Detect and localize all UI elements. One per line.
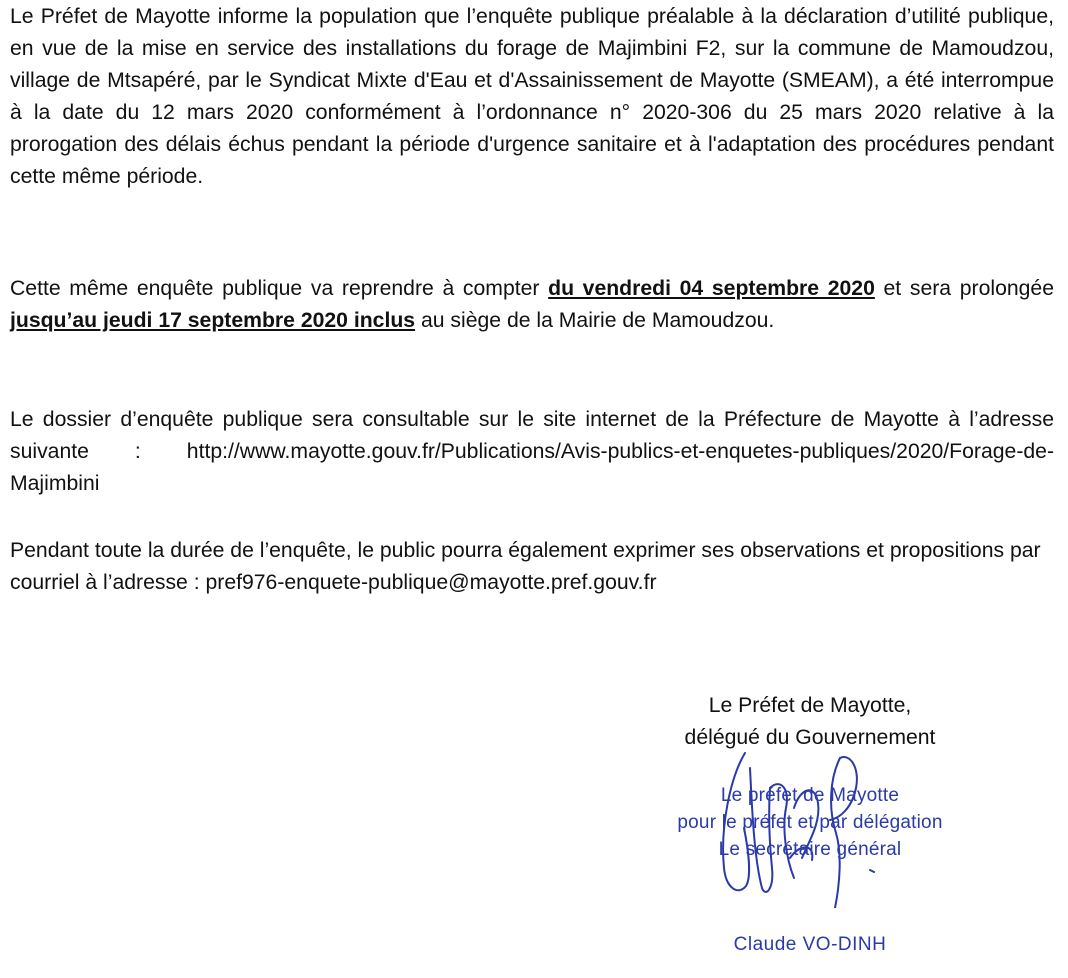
- stamp-line-prefect: Le préfet de Mayotte: [720, 785, 900, 806]
- notice-paragraph-resumption: [10, 273, 1054, 337]
- resumption-text-suffix: au siège de la Mairie de Mamoudzou.: [415, 309, 775, 332]
- resumption-text-prefix: Cette même enquête publique va reprendre à compter: [10, 277, 549, 300]
- notice-paragraph-observations: Pendant toute la durée de l’enquête, le public pourra également exprimer ses observations et propositions par courriel à l’adresse : pref976-enquete-publique@mayotte.pref.gouv.fr: [10, 539, 1041, 594]
- notice-paragraph-dossier: Le dossier d’enquête publique sera consultable sur le site internet de la Préfecture de Mayotte à l’adresse suivante : http://www.mayotte.gouv.fr/Publications/Avis-publics-et-enquetes-publiques/2020/Forage-de-Majimbini: [10, 408, 1054, 495]
- signatory-subtitle: délégué du Gouvernement: [684, 726, 936, 749]
- notice-paragraph-interruption: Le Préfet de Mayotte informe la population que l’enquête publique préalable à la déclaration d’utilité publique, en vue de la mise en service des installations du forage de Majimbini F2, sur la commune de Mamoudzou, village de Mtsapéré, par le Syndicat Mixte d'Eau et d'Assainissement de Mayotte (SMEAM), a été interrompue à la date du 12 mars 2020 conformément à l’ordonnance n° 2020-306 du 25 mars 2020 relative à la prorogation des délais échus pendant la période d'urgence sanitaire et à l'adaptation des procédures pendant cette même période.: [10, 5, 1054, 188]
- handwritten-signature: [690, 748, 910, 908]
- signer-name: Claude VO-DINH: [733, 934, 887, 955]
- stamp-line-secretary: Le secrétaire général: [718, 839, 902, 860]
- stamp-line-delegation: pour le préfet et par délégation: [677, 812, 943, 833]
- signatory-title: Le Préfet de Mayotte,: [708, 694, 912, 717]
- resumption-text-middle: et sera prolongée: [874, 277, 1054, 300]
- resumption-end-date: jusqu’au jeudi 17 septembre 2020 inclus: [10, 309, 416, 332]
- resumption-start-date: du vendredi 04 septembre 2020: [548, 277, 875, 300]
